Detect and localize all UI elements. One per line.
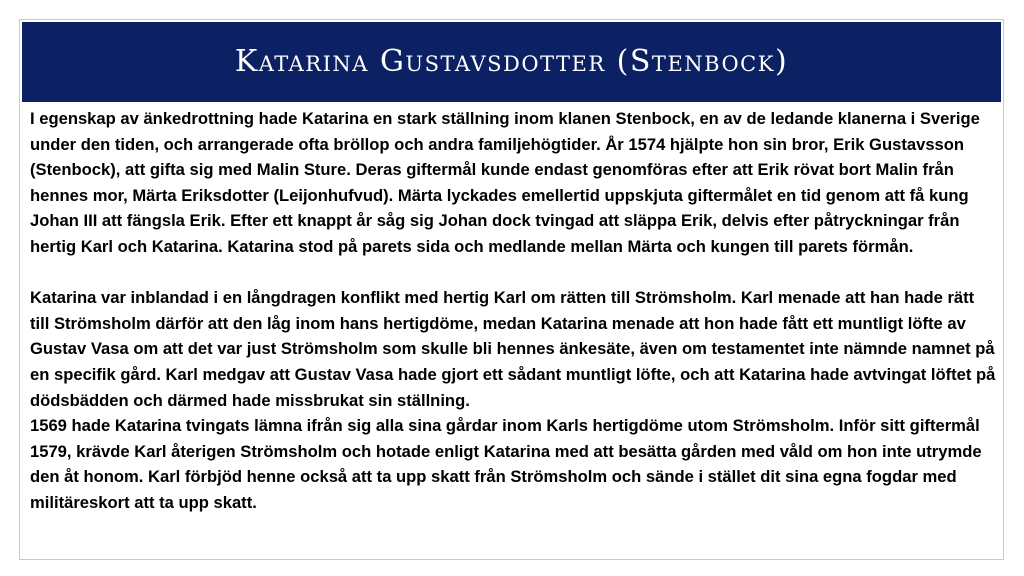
title-bar xyxy=(22,22,1001,102)
paragraph-3: 1569 hade Katarina tvingats lämna ifrån sig alla sina gårdar inom Karls hertigdöme utom Strömsholm. Inför sitt giftermål 1579, krävde Karl återigen Strömsholm och hotade enligt Katarina med att besätta gården med våld om hon inte utrymde den åt honom. Karl förbjöd henne också att ta upp skatt från Strömsholm och sände i stället dit sina egna fogdar med militäreskort att ta upp skatt. xyxy=(30,416,982,512)
slide xyxy=(19,19,1004,560)
paragraph-2: Katarina var inblandad i en långdragen konflikt med hertig Karl om rätten till Strömsholm. Karl menade att han hade rätt till Strömsholm därför att den låg inom hans hertigdöme, medan Katarina menade att hon hade fått ett muntligt löfte av Gustav Vasa om att det var just Strömsholm som skulle bli hennes änkesäte, även om testamentet inte nämnde namnet på en specifik gård. Karl medgav att Gustav Vasa hade gjort ett sådant muntligt löfte, och att Katarina hade avtvingat löftet på dödsbädden och därmed hade missbrukat sin ställning. xyxy=(30,288,996,410)
slide-body xyxy=(30,106,996,516)
slide-title: Katarina Gustavsdotter (Stenbock) xyxy=(234,43,789,79)
paragraph-1: I egenskap av änkedrottning hade Katarina en stark ställning inom klanen Stenbock, en av de ledande klanerna i Sverige under den tiden, och arrangerade ofta bröllop och andra familjehögtider. År 1574 hjälpte hon sin bror, Erik Gustavsson (Stenbock), att gifta sig med Malin Sture. Deras giftermål kunde endast genomföras efter att Erik rövat bort Malin från hennes mor, Märta Eriksdotter (Leijonhufvud). Märta lyckades emellertid uppskjuta giftermålet en tid genom att få kung Johan III att fängsla Erik. Efter ett knappt år såg sig Johan dock tvingad att släppa Erik, delvis efter påtryckningar från hertig Karl och Katarina. Katarina stod på parets sida och medlande mellan Märta och kungen till parets förmån. xyxy=(30,109,980,256)
paragraph-spacer xyxy=(30,260,996,286)
